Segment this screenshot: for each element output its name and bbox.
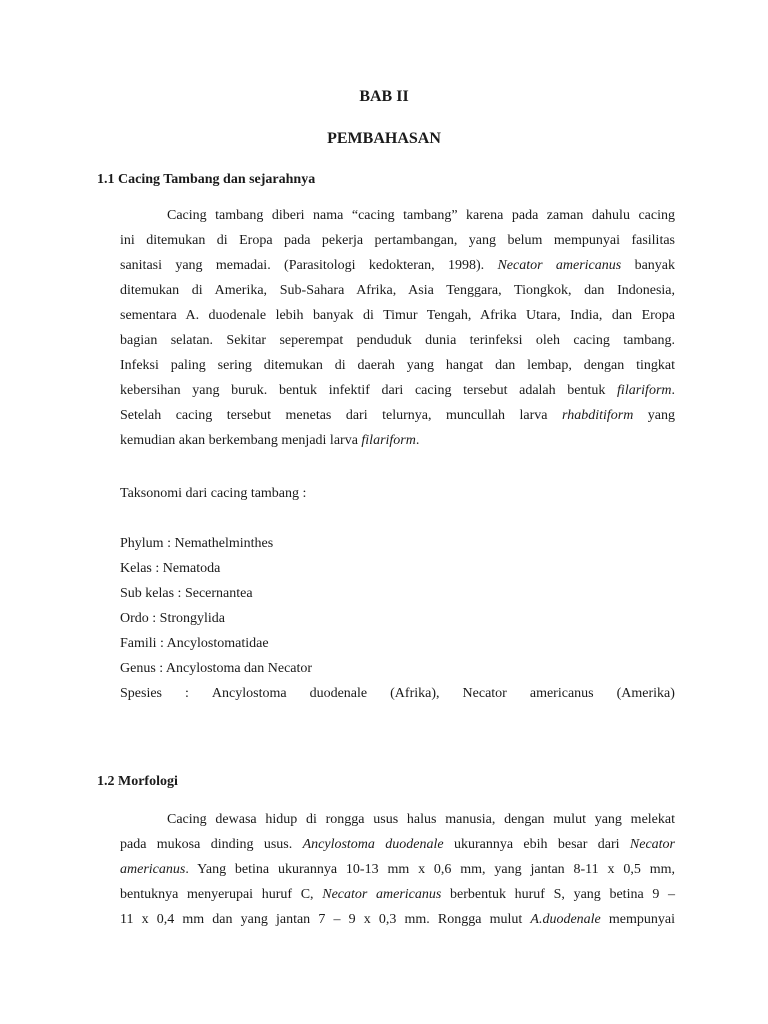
italic-text: filariform: [361, 433, 416, 448]
text-span: mempunyai: [608, 912, 676, 927]
chapter-heading: BAB II: [359, 88, 409, 105]
paragraph-line: [120, 407, 675, 425]
italic-text: filariform: [617, 383, 672, 398]
paragraph-line: Infeksi paling sering ditemukan di daerah yang hangat dan lembap, dengan tingkat: [120, 358, 675, 373]
text-span: bentuknya menyerupai huruf C,: [120, 887, 314, 902]
italic-text: rhabditiform: [562, 408, 634, 423]
text-span: duodenale: [309, 686, 368, 701]
section-title-1-1: 1.1 Cacing Tambang dan sejarahnya: [97, 172, 316, 187]
paragraph-line: [120, 257, 675, 275]
text-span: (Amerika): [616, 686, 675, 701]
paragraph-line: [120, 382, 675, 400]
text-span: . Yang betina ukurannya 10-13 mm x 0,6 mm, yang jantan 8-11 x 0,5 mm,: [185, 862, 675, 877]
text-span: Setelah cacing tersebut menetas dari telurnya, muncullah larva: [120, 408, 548, 423]
paragraph-line: bagian selatan. Sekitar seperempat penduduk dunia terinfeksi oleh cacing tambang.: [120, 333, 675, 348]
paragraph-line: Cacing dewasa hidup di rongga usus halus manusia, dengan mulut yang melekat: [167, 812, 675, 827]
paragraph-line: [120, 911, 675, 929]
taxonomy-kelas: Kelas : Nematoda: [120, 561, 221, 576]
taxonomy-subkelas: Sub kelas : Secernantea: [120, 586, 253, 601]
paragraph-line: [120, 836, 675, 854]
section-title-1-2: 1.2 Morfologi: [97, 774, 178, 789]
paragraph-line: ini ditemukan di Eropa pada pekerja pertambangan, yang belum mempunyai fasilitas: [120, 233, 675, 248]
italic-text: A.duodenale: [530, 912, 601, 927]
paragraph-line: [120, 432, 675, 450]
text-span: kebersihan yang buruk. bentuk infektif dari cacing tersebut adalah bentuk: [120, 383, 606, 398]
text-span: 11 x 0,4 mm dan yang jantan 7 – 9 x 0,3 mm. Rongga mulut: [120, 912, 523, 927]
text-span: .: [671, 383, 676, 398]
text-span: Spesies: [120, 686, 162, 701]
italic-text: americanus: [120, 862, 186, 877]
taxonomy-spesies: [120, 685, 675, 703]
paragraph-line: [120, 861, 675, 879]
text-span: :: [185, 686, 189, 701]
taxonomy-famili: Famili : Ancylostomatidae: [120, 636, 269, 651]
text-span: Ancylostoma: [211, 686, 287, 701]
taxonomy-ordo: Ordo : Strongylida: [120, 611, 225, 626]
paragraph-line: [120, 886, 675, 904]
paragraph-line: ditemukan di Amerika, Sub-Sahara Afrika, Asia Tenggara, Tiongkok, dan Indonesia,: [120, 283, 675, 298]
text-span: .: [415, 433, 420, 448]
chapter-title: PEMBAHASAN: [327, 130, 441, 147]
text-span: yang: [647, 408, 676, 423]
text-span: Necator: [462, 686, 507, 701]
paragraph-line: Cacing tambang diberi nama “cacing tambang” karena pada zaman dahulu cacing: [167, 208, 675, 223]
paragraph-line: sementara A. duodenale lebih banyak di Timur Tengah, Afrika Utara, India, dan Eropa: [120, 308, 675, 323]
text-span: berbentuk huruf S, yang betina 9 –: [450, 887, 676, 902]
italic-text: Ancylostoma duodenale: [302, 837, 444, 852]
text-span: ukurannya ebih besar dari: [453, 837, 620, 852]
text-span: americanus: [529, 686, 594, 701]
italic-text: Necator: [629, 837, 675, 852]
taxonomy-genus: Genus : Ancylostoma dan Necator: [120, 661, 313, 676]
text-span: banyak: [634, 258, 675, 273]
taxonomy-intro: Taksonomi dari cacing tambang :: [120, 486, 307, 501]
text-span: (Afrika),: [390, 686, 440, 701]
text-span: pada mukosa dinding usus.: [120, 837, 293, 852]
italic-text: Necator americanus: [497, 258, 622, 273]
taxonomy-phylum: Phylum : Nemathelminthes: [120, 536, 274, 551]
text-span: sanitasi yang memadai. (Parasitologi kedokteran, 1998).: [120, 258, 485, 273]
text-span: kemudian akan berkembang menjadi larva: [120, 433, 358, 448]
italic-text: Necator americanus: [322, 887, 442, 902]
